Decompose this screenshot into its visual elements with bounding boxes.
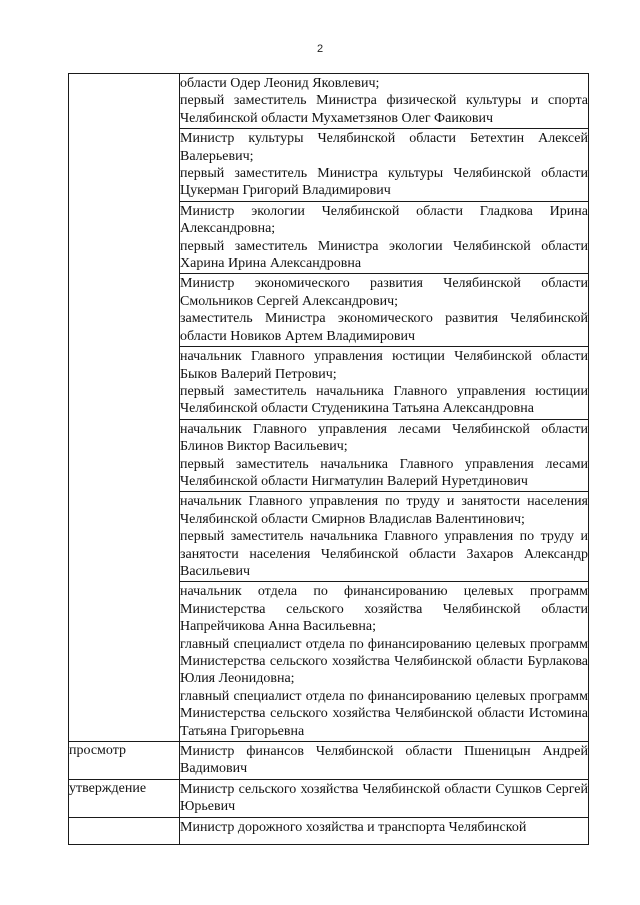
role-cell [69, 74, 180, 742]
person-entry [180, 128, 588, 201]
entry-line: первый заместитель Министра экологии Челябинской области Харина Ирина Александровна [180, 238, 588, 272]
persons-cell [180, 817, 589, 844]
person-entry: Министр дорожного хозяйства и транспорта Челябинской [180, 819, 527, 835]
responsibility-table [68, 73, 589, 845]
entry-line: начальник отдела по финансированию целевых программ Министерства сельского хозяйства Челябинской области Напрейчикова Анна Васильевна; [180, 584, 588, 635]
role-cell [69, 817, 180, 844]
person-entry: Министр сельского хозяйства Челябинской области Сушков Сергей Юрьевич [180, 781, 588, 815]
person-entry [180, 491, 588, 581]
entry-line: начальник Главного управления по труду и занятости населения Челябинской области Смирнов Владислав Валентинович; [180, 494, 588, 527]
entry-line: главный специалист отдела по финансированию целевых программ Министерства сельского хозяйства Челябинской области Истомина Татьяна Григорьевна [180, 688, 588, 739]
entry-line: главный специалист отдела по финансированию целевых программ Министерства сельского хозяйства Челябинской области Бурлакова Юлия Леонидовна; [180, 636, 588, 687]
table-row [69, 779, 589, 817]
table-row [69, 742, 589, 780]
table-row [69, 74, 589, 742]
person-entry [180, 201, 588, 274]
entry-line: Министр экономического развития Челябинской области Смольников Сергей Александрович; [180, 276, 588, 309]
person-entry [180, 419, 588, 492]
person-entry [180, 346, 588, 419]
table-row [69, 817, 589, 844]
persons-cell [180, 742, 589, 780]
entry-line: области Одер Леонид Яковлевич; [180, 76, 380, 91]
role-cell: утверждение [69, 779, 180, 817]
entry-line: первый заместитель начальника Главного управления лесами Челябинской области Нигматулин Валерий Нуретдинович [180, 456, 588, 489]
entry-line: Министр экологии Челябинской области Гладкова Ирина Александровна; [180, 203, 588, 237]
entry-line: первый заместитель Министра культуры Челябинской области Цукерман Григорий Владимирович [180, 166, 588, 199]
persons-cell [180, 779, 589, 817]
persons-cell [180, 74, 589, 742]
role-cell: просмотр [69, 742, 180, 780]
entry-line: начальник Главного управления лесами Челябинской области Блинов Виктор Васильевич; [180, 421, 588, 455]
entry-line: первый заместитель Министра физической культуры и спорта Челябинской области Мухаметзянов Олег Фаикович [180, 93, 588, 126]
person-entry: Министр финансов Челябинской области Пшеницын Андрей Вадимович [180, 744, 588, 777]
entry-line: Министр культуры Челябинской области Бетехтин Алексей Валерьевич; [180, 131, 588, 164]
person-entry [180, 273, 588, 346]
entry-line: начальник Главного управления юстиции Челябинской области Быков Валерий Петрович; [180, 349, 588, 382]
person-entry [180, 581, 588, 741]
entry-line: заместитель Министра экономического развития Челябинской области Новиков Артем Владимирович [180, 311, 588, 344]
page-number: 2 [316, 43, 324, 55]
entry-line: первый заместитель начальника Главного управления по труду и занятости населения Челябинской области Захаров Александр Васильевич [180, 529, 588, 579]
entry-line: первый заместитель начальника Главного управления юстиции Челябинской области Студеникина Татьяна Александровна [180, 383, 588, 417]
person-entry [180, 74, 588, 128]
